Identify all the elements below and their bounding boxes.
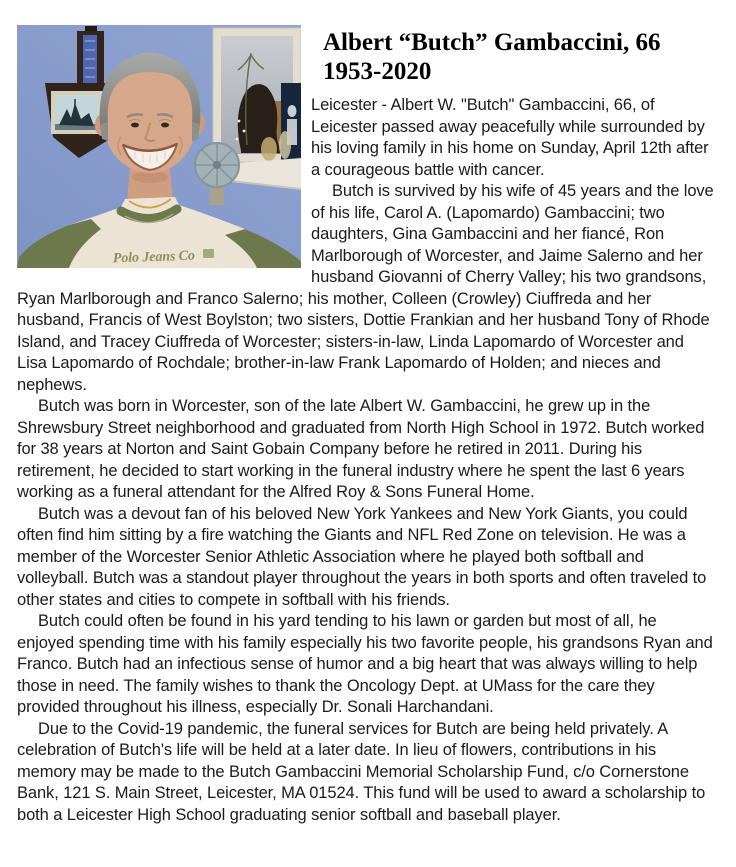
obituary-paragraph-services: Due to the Covid-19 pandemic, the funeral services for Butch are being held privately. A celebration of Butch's life will be held at a later date. In lieu of flowers, contributions in his memory may be made to the Butch Gambaccini Memorial Scholarship Fund, c/o Cornerstone Bank, 121 S. Main Street, Leicester, MA 01524. This fund will be used to award a scholarship to both a Leicester High School graduating senior softball and baseball player. [17,719,706,824]
title-name-line: Albert “Butch” Gambaccini, 66 [323,29,661,56]
portrait-photo [17,25,301,268]
shirt-logo-text: Polo Jeans Co [112,248,196,267]
obituary-paragraph-biography: Butch was born in Worcester, son of the late Albert W. Gambaccini, he grew up in the Shrewsbury Street neighborhood and graduated from North High School in 1972. Butch worked for 38 years at Norton and Saint Gobain Company before he retired in 2011. During his retirement, he decided to start working in the funeral industry where he spent the last 6 years working as a funeral attendant for the Alfred Roy & Sons Funeral Home. [17,397,705,501]
obituary-paragraph-survivors: Butch is survived by his wife of 45 years and the love of his life, Carol A. (Lapomardo) Gambaccini; two daughters, Gina Gambaccini and her fiancé, Ron Marlborough of Worcester, and Jaime Salerno and her husband Giovanni of Cherry Valley; his two grandsons, Ryan Marlborough and Franco Salerno; his mother, Colleen (Crowley) Ciuffreda and her husband, Francis of West Boylston; two sisters, Dottie Frankian and her husband Tony of Rhode Island, and Tracey Ciuffreda of Worcester; sisters-in-law, Linda Lapomardo of Worcester and Lisa Lapomardo of Rochdale; brother-in-law Frank Lapomardo of Holden; and nieces and nephews. [17,182,714,394]
obituary-paragraph-sports: Butch was a devout fan of his beloved New York Yankees and New York Giants, you could often find him sitting by a fire watching the Giants and NFL Red Zone on television. He was a member of the Worcester Senior Athletic Association where he played both softball and volleyball. Butch was a standout player throughout the years in both sports and often traveled to other states and cities to compete in softball with his friends. [17,504,707,609]
portrait-photo-illustration [17,25,301,268]
shirt-logo-flag-icon [203,249,214,258]
obituary-paragraph-intro: Leicester - Albert W. "Butch" Gambaccini, 66, of Leicester passed away peacefully while surrounded by his loving family in his home on Sunday, April 12th after a courageous battle with cancer. [311,96,709,179]
obituary-paragraph-family: Butch could often be found in his yard tending to his lawn or garden but most of all, he enjoyed spending time with his family especially his two favorite people, his grandsons Ryan and Franco. Butch had an infectious sense of humor and a big heart that was always willing to help those in need. The family wishes to thank the Oncology Dept. at UMass for the care they provided throughout his illness, especially Dr. Sonali Harchandani. [17,612,713,716]
title-years-line: 1953-2020 [323,58,432,85]
